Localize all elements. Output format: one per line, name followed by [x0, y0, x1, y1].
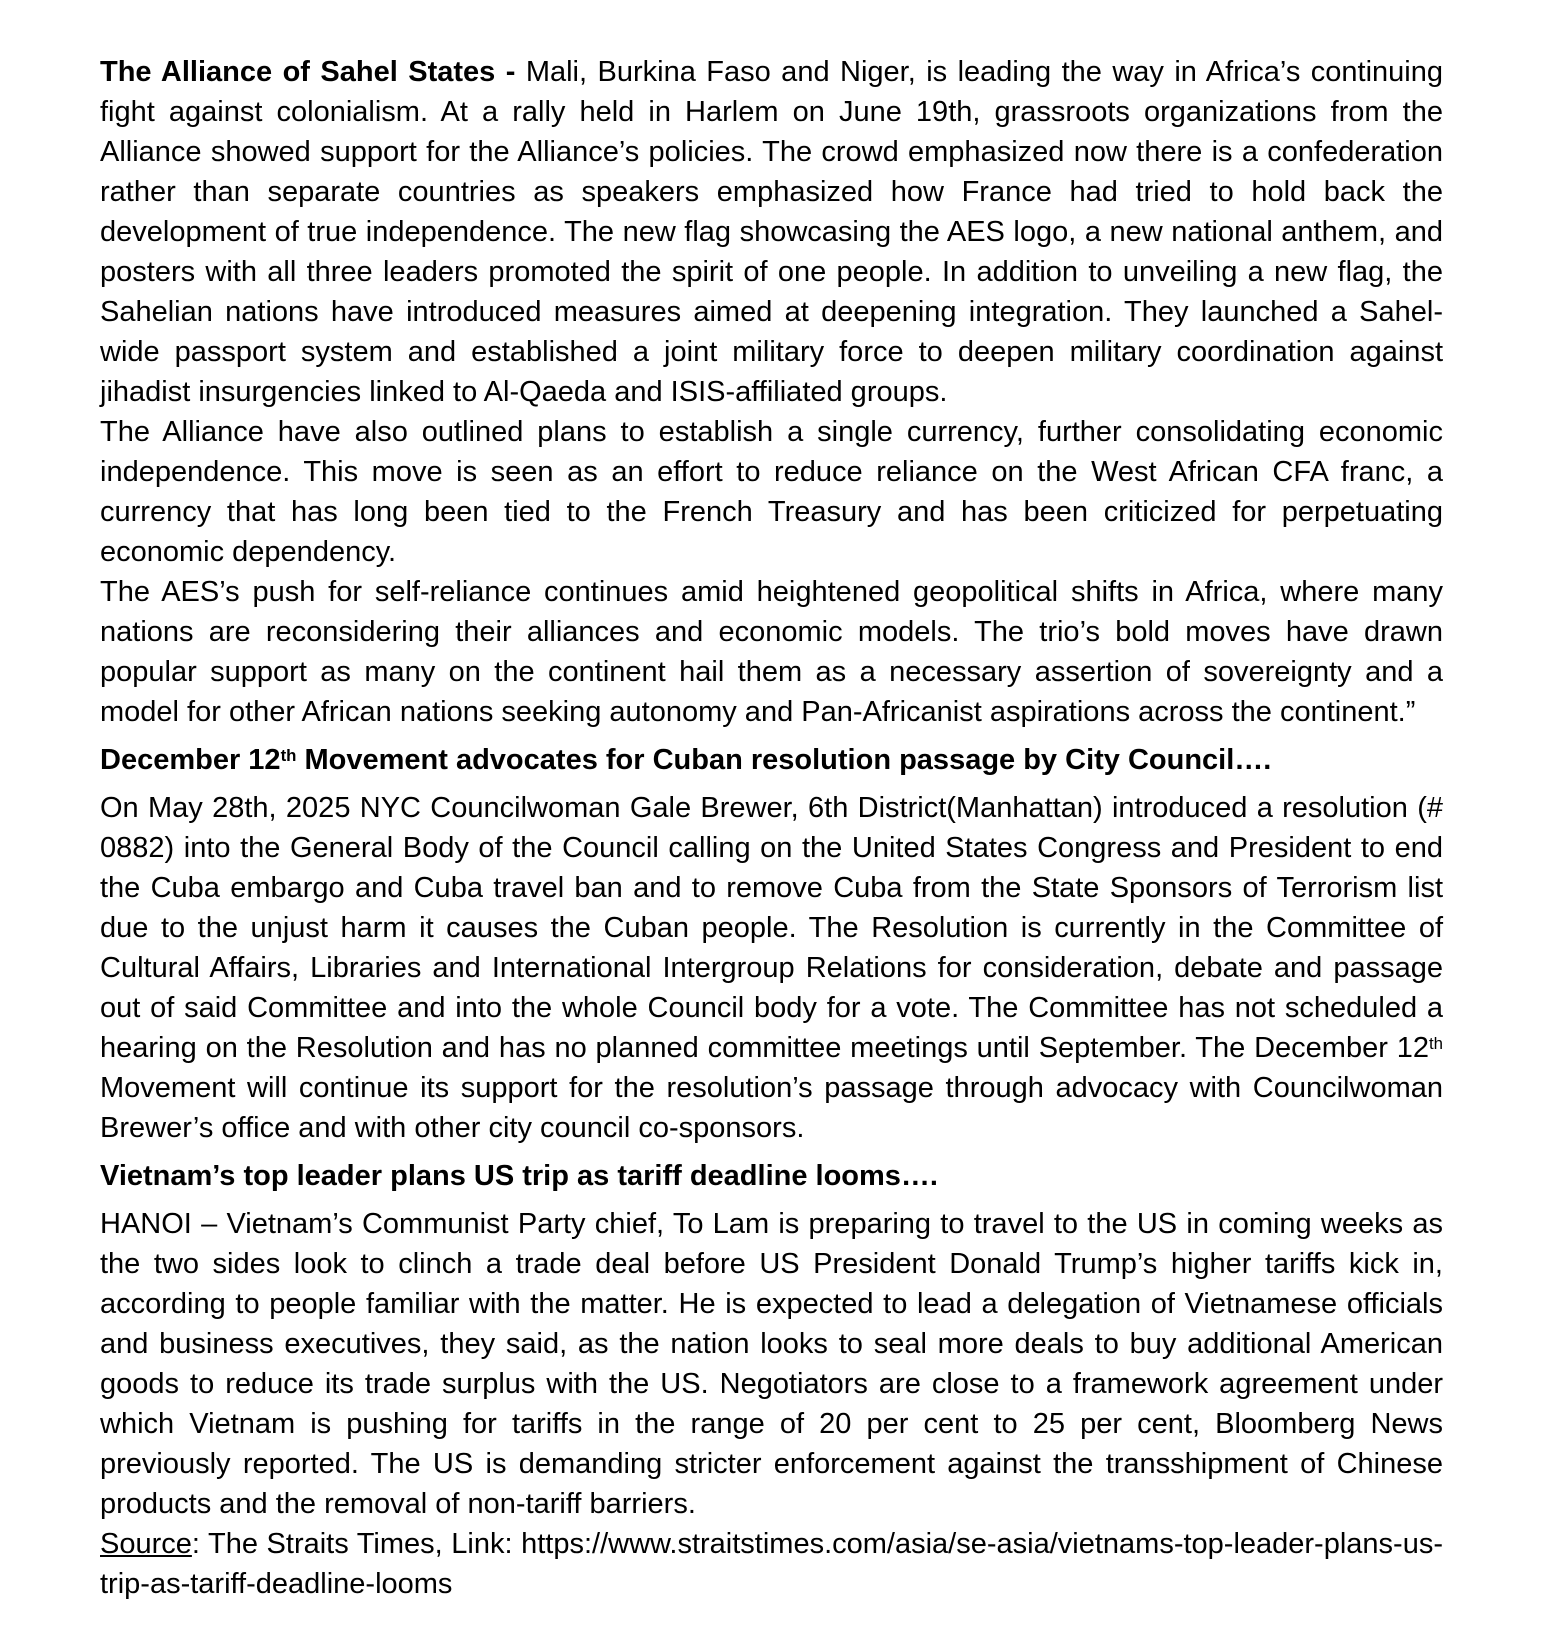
source-line	[100, 1524, 1443, 1604]
source-label: Source	[100, 1528, 192, 1560]
december12-heading	[100, 740, 1443, 780]
december12-paragraph-text-rest: Movement will continue its support for the resolution’s passage through advocacy with Councilwoman Brewer’s office and with other city council co-sponsors.	[100, 1072, 1443, 1144]
december12-paragraph	[100, 788, 1443, 1148]
sahel-paragraph-3: The AES’s push for self-reliance continues amid heightened geopolitical shifts in Africa, where many nations are reconsidering their alliances and economic models. The trio’s bold moves have drawn popular support as many on the continent hail them as a necessary assertion of sovereignty and a model for other African nations seeking autonomy and Pan-Africanist aspirations across the continent.”	[100, 576, 1443, 728]
december12-heading-text-rest: Movement advocates for Cuban resolution passage by City Council….	[296, 744, 1272, 776]
sahel-paragraph-1	[100, 52, 1443, 412]
source-text: : The Straits Times, Link: https://www.straitstimes.com/asia/se-asia/vietnams-top-leader-plans-us-trip-as-tariff-deadline-looms	[100, 1528, 1443, 1600]
december12-heading-text: December 12	[100, 744, 281, 776]
december12-paragraph-text: On May 28th, 2025 NYC Councilwoman Gale Brewer, 6th District(Manhattan) introduced a resolution (# 0882) into the General Body of the Council calling on the United States Congress and President to end the Cuba embargo and Cuba travel ban and to remove Cuba from the State Sponsors of Terrorism list due to the unjust harm it causes the Cuban people. The Resolution is currently in the Committee of Cultural Affairs, Libraries and International Intergroup Relations for consideration, debate and passage out of said Committee and into the whole Council body for a vote. The Committee has not scheduled a hearing on the Resolution and has no planned committee meetings until September. The December 12	[100, 792, 1443, 1064]
vietnam-paragraph: HANOI – Vietnam’s Communist Party chief, To Lam is preparing to travel to the US in coming weeks as the two sides look to clinch a trade deal before US President Donald Trump’s higher tariffs kick in, according to people familiar with the matter. He is expected to lead a delegation of Vietnamese officials and business executives, they said, as the nation looks to seal more deals to buy additional American goods to reduce its trade surplus with the US. Negotiators are close to a framework agreement under which Vietnam is pushing for tariffs in the range of 20 per cent to 25 per cent, Bloomberg News previously reported. The US is demanding stricter enforcement against the transshipment of Chinese products and the removal of non-tariff barriers.	[100, 1208, 1443, 1520]
sahel-paragraph-2: The Alliance have also outlined plans to establish a single currency, further consolidating economic independence. This move is seen as an effort to reduce reliance on the West African CFA franc, a currency that has long been tied to the French Treasury and has been criticized for perpetuating economic dependency.	[100, 416, 1443, 568]
ordinal-superscript: th	[280, 746, 297, 766]
vietnam-heading: Vietnam’s top leader plans US trip as tariff deadline looms….	[100, 1160, 938, 1192]
sahel-lead-bold: The Alliance of Sahel States -	[100, 56, 516, 88]
ordinal-superscript: th	[1428, 1034, 1443, 1054]
sahel-paragraph-1-text: Mali, Burkina Faso and Niger, is leading the way in Africa’s continuing fight against colonialism. At a rally held in Harlem on June 19th, grassroots organizations from the Alliance showed support for the Alliance’s policies. The crowd emphasized now there is a confederation rather than separate countries as speakers emphasized how France had tried to hold back the development of true independence. The new flag showcasing the AES logo, a new national anthem, and posters with all three leaders promoted the spirit of one people. In addition to unveiling a new flag, the Sahelian nations have introduced measures aimed at deepening integration. They launched a Sahel-wide passport system and established a joint military force to deepen military coordination against jihadist insurgencies linked to Al-Qaeda and ISIS-affiliated groups.	[100, 56, 1443, 408]
